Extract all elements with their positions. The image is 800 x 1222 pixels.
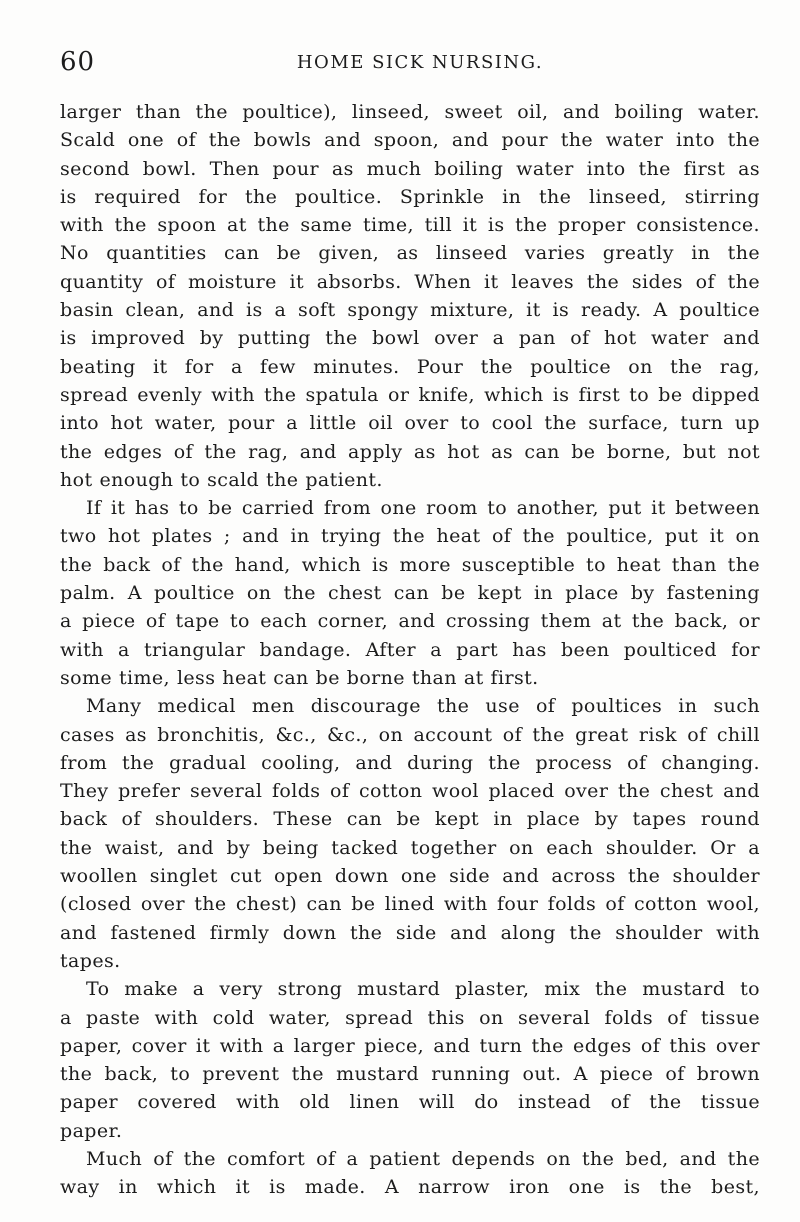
text-line: back of shoulders. These can be kept in place by tapes round — [60, 808, 760, 831]
text-line: Many medical men discourage the use of poultices in such — [86, 695, 760, 718]
text-line: larger than the poultice), linseed, sweet oil, and boiling water. — [60, 101, 760, 123]
body-text — [60, 98, 760, 1202]
text-line: Scald one of the bowls and spoon, and pour the water into the — [60, 129, 760, 152]
text-line: To make a very strong mustard plaster, mix the mustard to — [86, 978, 760, 1001]
text-line: hot enough to scald the patient. — [60, 468, 383, 491]
page-header-title: HOME SICK NURSING. — [296, 52, 544, 73]
text-line: cases as bronchitis, &c., &c., on account of the great risk of chill — [60, 723, 760, 746]
text-line: way in which it is made. A narrow iron one is the best, — [60, 1176, 760, 1199]
text-line: No quantities can be given, as linseed varies greatly in the — [60, 242, 760, 265]
text-line: the back of the hand, which is more susceptible to heat than the — [60, 553, 760, 576]
text-line: palm. A poultice on the chest can be kept in place by fastening — [60, 582, 760, 605]
text-line: quantity of moisture it absorbs. When it leaves the sides of the — [60, 270, 760, 293]
text-line: (closed over the chest) can be lined with four folds of cotton wool, — [60, 893, 760, 916]
running-head — [60, 46, 760, 78]
text-line: paper, cover it with a larger piece, and turn the edges of this over — [60, 1034, 760, 1057]
text-line: a paste with cold water, spread this on several folds of tissue — [60, 1006, 760, 1029]
text-line: basin clean, and is a soft spongy mixture, it is ready. A poultice — [60, 299, 760, 322]
text-line: the edges of the rag, and apply as hot as can be borne, but not — [60, 440, 760, 463]
text-line: spread evenly with the spatula or knife, which is first to be dipped — [60, 383, 760, 406]
text-line: with a triangular bandage. After a part has been poulticed for — [60, 638, 760, 661]
page-number: 60 — [60, 47, 96, 77]
text-line: is improved by putting the bowl over a pan of hot water and — [60, 327, 760, 350]
text-line: two hot plates ; and in trying the heat of the poultice, put it on — [60, 525, 760, 548]
text-line: paper. — [60, 1119, 123, 1142]
text-line: paper covered with old linen will do instead of the tissue — [60, 1091, 760, 1114]
text-line: the back, to prevent the mustard running out. A piece of brown — [60, 1063, 760, 1086]
text-line: and fastened firmly down the side and along the shoulder with — [60, 921, 760, 944]
text-line: tapes. — [60, 949, 121, 972]
text-line: They prefer several folds of cotton wool placed over the chest and — [60, 780, 760, 803]
text-line: If it has to be carried from one room to another, put it between — [86, 497, 760, 520]
text-line: the waist, and by being tacked together on each shoulder. Or a — [60, 836, 760, 859]
text-line: woollen singlet cut open down one side and across the shoulder — [60, 865, 760, 888]
text-line: a piece of tape to each corner, and crossing them at the back, or — [60, 610, 760, 633]
text-line: is required for the poultice. Sprinkle in the linseed, stirring — [60, 185, 760, 208]
text-line: some time, less heat can be borne than at first. — [60, 666, 539, 689]
text-line: with the spoon at the same time, till it is the proper consistence. — [60, 214, 760, 237]
text-line: beating it for a few minutes. Pour the poultice on the rag, — [60, 355, 760, 378]
text-line: Much of the comfort of a patient depends on the bed, and the — [86, 1147, 760, 1170]
text-line: into hot water, pour a little oil over to cool the surface, turn up — [60, 412, 760, 435]
text-line: second bowl. Then pour as much boiling water into the first as — [60, 157, 760, 180]
text-line: from the gradual cooling, and during the process of changing. — [60, 751, 760, 774]
